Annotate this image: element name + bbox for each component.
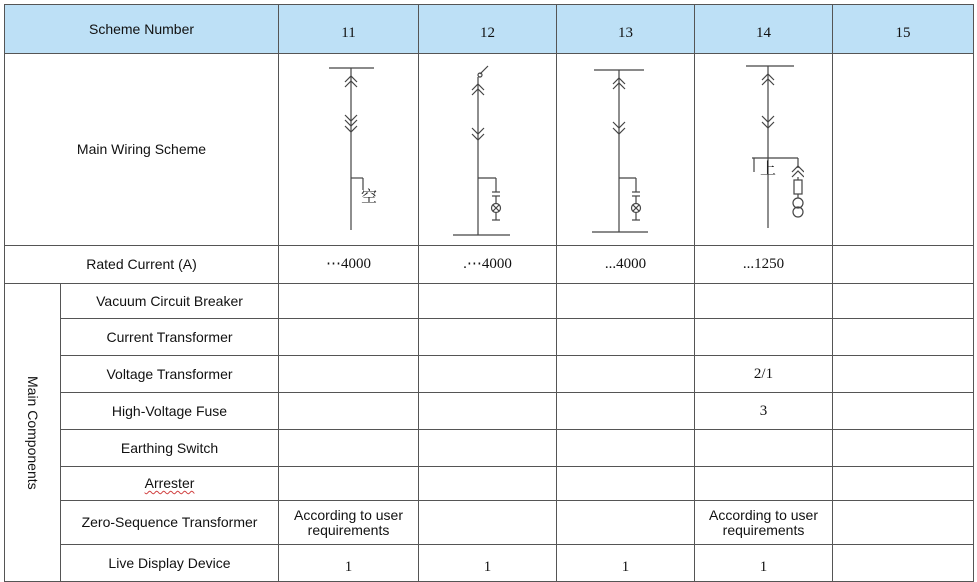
wiring-11-text: 空 [360, 186, 377, 206]
component-name [61, 467, 279, 501]
component-row [5, 467, 974, 501]
component-value: 2/1 [695, 356, 833, 393]
component-value: 1 [279, 545, 419, 582]
component-value [419, 393, 557, 430]
component-value [279, 430, 419, 467]
component-value [695, 467, 833, 501]
component-name: Zero-Sequence Transformer [61, 501, 279, 545]
component-row [5, 319, 974, 356]
component-value [557, 467, 695, 501]
arrester-label: Arrester [144, 475, 195, 491]
component-value [557, 284, 695, 319]
component-value: 1 [695, 545, 833, 582]
component-value [557, 356, 695, 393]
scheme-number-11: 11 [279, 5, 419, 54]
wiring-11-svg [309, 60, 389, 240]
wiring-12-svg [448, 60, 528, 240]
component-value: According to user requirements [279, 501, 419, 545]
component-value: 3 [695, 393, 833, 430]
component-row [5, 393, 974, 430]
component-value [557, 501, 695, 545]
component-value [695, 319, 833, 356]
component-row [5, 501, 974, 545]
header-row [5, 5, 974, 54]
component-value: 1 [557, 545, 695, 582]
rated-current-14: ...1250 [695, 246, 833, 284]
component-value [279, 393, 419, 430]
scheme-table [4, 4, 974, 582]
component-name: Voltage Transformer [61, 356, 279, 393]
component-value [557, 319, 695, 356]
component-value [557, 430, 695, 467]
component-value [419, 356, 557, 393]
component-name: Vacuum Circuit Breaker [61, 284, 279, 319]
component-value [833, 545, 974, 582]
component-value: According to user requirements [695, 501, 833, 545]
main-components-label: Main Components [5, 284, 61, 582]
scheme-number-15: 15 [833, 5, 974, 54]
scheme-number-label: Scheme Number [5, 5, 279, 54]
component-row [5, 284, 974, 319]
wiring-diagram-14 [695, 54, 833, 246]
component-row [5, 430, 974, 467]
scheme-number-14: 14 [695, 5, 833, 54]
rated-current-row [5, 246, 974, 284]
rated-current-11: ⋯4000 [279, 246, 419, 284]
component-value [419, 319, 557, 356]
rated-current-12: .⋯4000 [419, 246, 557, 284]
component-value [833, 501, 974, 545]
rated-current-label: Rated Current (A) [5, 246, 279, 284]
wiring-13-svg [586, 60, 666, 240]
component-row [5, 356, 974, 393]
component-value [279, 467, 419, 501]
wiring-diagram-15 [833, 54, 974, 246]
wiring-14-svg [724, 60, 804, 240]
component-value [833, 467, 974, 501]
component-value [695, 284, 833, 319]
component-row [5, 545, 974, 582]
wiring-14-text: 上 [759, 158, 776, 178]
component-value: 1 [419, 545, 557, 582]
component-value [279, 319, 419, 356]
component-value [695, 430, 833, 467]
scheme-number-13: 13 [557, 5, 695, 54]
component-value [833, 430, 974, 467]
component-value [419, 467, 557, 501]
component-name: Earthing Switch [61, 430, 279, 467]
component-value [833, 356, 974, 393]
component-value [833, 393, 974, 430]
component-value [419, 430, 557, 467]
component-value [557, 393, 695, 430]
wiring-diagram-13 [557, 54, 695, 246]
component-name: Current Transformer [61, 319, 279, 356]
component-value [419, 284, 557, 319]
rated-current-13: ...4000 [557, 246, 695, 284]
component-value [833, 319, 974, 356]
wiring-diagram-11 [279, 54, 419, 246]
component-name: Live Display Device [61, 545, 279, 582]
wiring-row [5, 54, 974, 246]
component-value [279, 356, 419, 393]
component-name: High-Voltage Fuse [61, 393, 279, 430]
component-value [279, 284, 419, 319]
wiring-diagram-12 [419, 54, 557, 246]
component-value [833, 284, 974, 319]
scheme-number-12: 12 [419, 5, 557, 54]
rated-current-15 [833, 246, 974, 284]
wiring-scheme-label: Main Wiring Scheme [5, 54, 279, 246]
component-value [419, 501, 557, 545]
